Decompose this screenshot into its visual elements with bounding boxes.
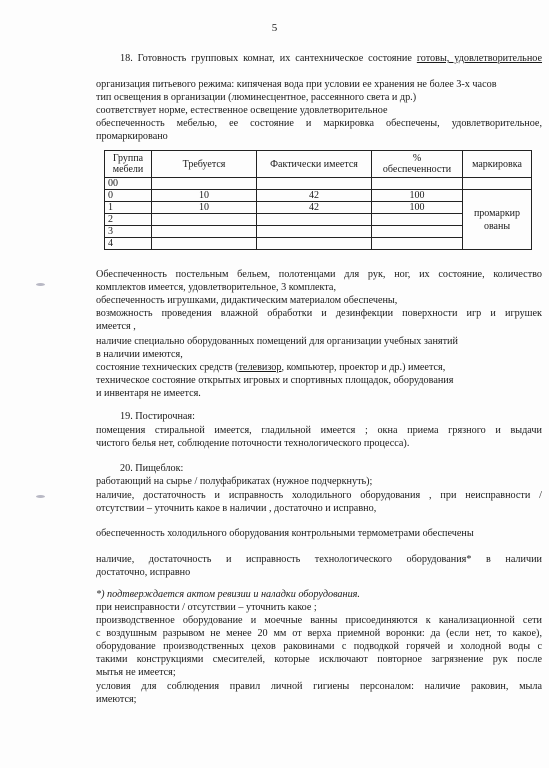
header-percent: % обеспеченности — [372, 151, 463, 178]
section-20-line: условия для соблюдения правил личной гигиены персоналом: наличие раковин, мыла — [96, 681, 542, 692]
body-line: возможность проведения влажной обработки и дезинфекции поверхности игр и игрушек — [96, 308, 542, 319]
section-19-line: помещения стиральной имеется, гладильной имеется ; окна приема грязного и выдачи — [96, 425, 542, 436]
section-18-heading — [96, 52, 542, 65]
cell-actual — [257, 226, 372, 238]
section-20-line: с воздушным разрывом не менее 20 мм от верха приемной воронки: да (если нет, то какое), — [96, 628, 542, 639]
section-20-line: оборудование производственных цехов раковинами с подводкой горячей и холодной воды с — [96, 641, 542, 652]
body-line: Обеспеченность постельным бельем, полотенцами для рук, ног, их состояние, количество — [96, 269, 542, 280]
cell-required — [152, 226, 257, 238]
footnote: *) подтверждается актом ревизии и наладки оборудования. — [96, 589, 360, 600]
cell-group: 00 — [105, 178, 152, 190]
section-19-line: чистого белья нет, соблюдение поточности технологического процесса). — [96, 438, 410, 449]
cell-percent: 100 — [372, 190, 463, 202]
cell-actual — [257, 214, 372, 226]
cell-actual — [257, 238, 372, 250]
header-marking: маркировка — [463, 151, 532, 178]
cell-group: 4 — [105, 238, 152, 250]
table-row — [105, 190, 532, 202]
cell-group: 1 — [105, 202, 152, 214]
header-furniture-group: Группа мебели — [105, 151, 152, 178]
section-20-line: наличие, достаточность и исправность холодильного оборудования , при неисправности / — [96, 490, 542, 501]
cell-required: 10 — [152, 202, 257, 214]
cell-actual — [257, 178, 372, 190]
section-20-line: мытья не имеется; — [96, 667, 176, 678]
body-line: обеспеченность игрушками, дидактическим материалом обеспечены, — [96, 295, 398, 306]
section-20-line: обеспеченность холодильного оборудования контрольными термометрами обеспечены — [96, 528, 474, 539]
body-line: имеется , — [96, 321, 136, 332]
punch-hole — [36, 495, 45, 498]
section-20-line: имеются; — [96, 694, 137, 705]
tech-text: состояние технических средств ( — [96, 362, 239, 373]
section-18-heading-text: 18. Готовность групповых комнат, их сантехническое состояние — [120, 53, 412, 64]
cell-actual: 42 — [257, 190, 372, 202]
section-20-line: такими конструкциями смесителей, которые исключают повторное загрязнение рук после — [96, 654, 542, 665]
section-18-line: обеспеченность мебелью, ее состояние и маркировка обеспечены, удовлетворительное, — [96, 118, 542, 129]
tech-text: , компьютер, проектор и др.) имеется, — [281, 362, 446, 373]
cell-required — [152, 238, 257, 250]
section-18-heading-underlined: готовы, удовлетворительное — [416, 53, 543, 64]
section-18-line: промаркировано — [96, 131, 168, 142]
body-line: и инвентаря не имеется. — [96, 388, 201, 399]
body-line: комплектов имеется, удовлетворительное, 3 комплекта, — [96, 282, 337, 293]
header-actual: Фактически имеется — [257, 151, 372, 178]
cell-marking: промаркир ованы — [463, 190, 532, 250]
section-18-line: организация питьевого режима: кипяченая вода при условии ее хранения не более 3-х часов — [96, 79, 497, 90]
table-row — [105, 178, 532, 190]
body-line: техническое состояние открытых игровых и спортивных площадок, оборудования — [96, 375, 454, 386]
cell-percent: 100 — [372, 202, 463, 214]
section-20-line: работающий на сырье / полуфабрикатах (нужное подчеркнуть); — [96, 476, 373, 487]
section-19-heading: 19. Постирочная: — [120, 411, 195, 422]
section-20-line: наличие, достаточность и исправность технологического оборудования* в наличии — [96, 554, 542, 565]
cell-group: 3 — [105, 226, 152, 238]
section-20-heading: 20. Пищеблок: — [120, 463, 184, 474]
cell-required — [152, 178, 257, 190]
body-line: в наличии имеются, — [96, 349, 183, 360]
section-18-line: соответствует норме, естественное освещение удовлетворительное — [96, 105, 388, 116]
page-number: 5 — [271, 22, 278, 34]
cell-percent — [372, 226, 463, 238]
cell-group: 2 — [105, 214, 152, 226]
table-header-row — [105, 151, 532, 178]
body-line: наличие специально оборудованных помещений для организации учебных занятий — [96, 336, 458, 347]
section-20-line: при неисправности / отсутствии – уточнить какое ; — [96, 602, 317, 613]
cell-percent — [372, 214, 463, 226]
tech-underlined: телевизор — [238, 362, 282, 373]
cell-percent — [372, 238, 463, 250]
punch-hole — [36, 283, 45, 286]
cell-actual: 42 — [257, 202, 372, 214]
header-required: Требуется — [152, 151, 257, 178]
cell-percent — [372, 178, 463, 190]
cell-required: 10 — [152, 190, 257, 202]
cell-marking-empty — [463, 178, 532, 190]
cell-group: 0 — [105, 190, 152, 202]
section-20-line: достаточно, исправно — [96, 567, 191, 578]
technical-means-line — [96, 361, 542, 374]
furniture-table — [104, 150, 532, 250]
cell-required — [152, 214, 257, 226]
section-18-line: тип освещения в организации (люминесцентное, рассеянного света и др.) — [96, 92, 417, 103]
section-20-line: производственное оборудование и моечные ванны присоединяются к канализационной сети — [96, 615, 542, 626]
section-20-line: отсутствии – уточнить какое в наличии , достаточно и исправно, — [96, 503, 377, 514]
